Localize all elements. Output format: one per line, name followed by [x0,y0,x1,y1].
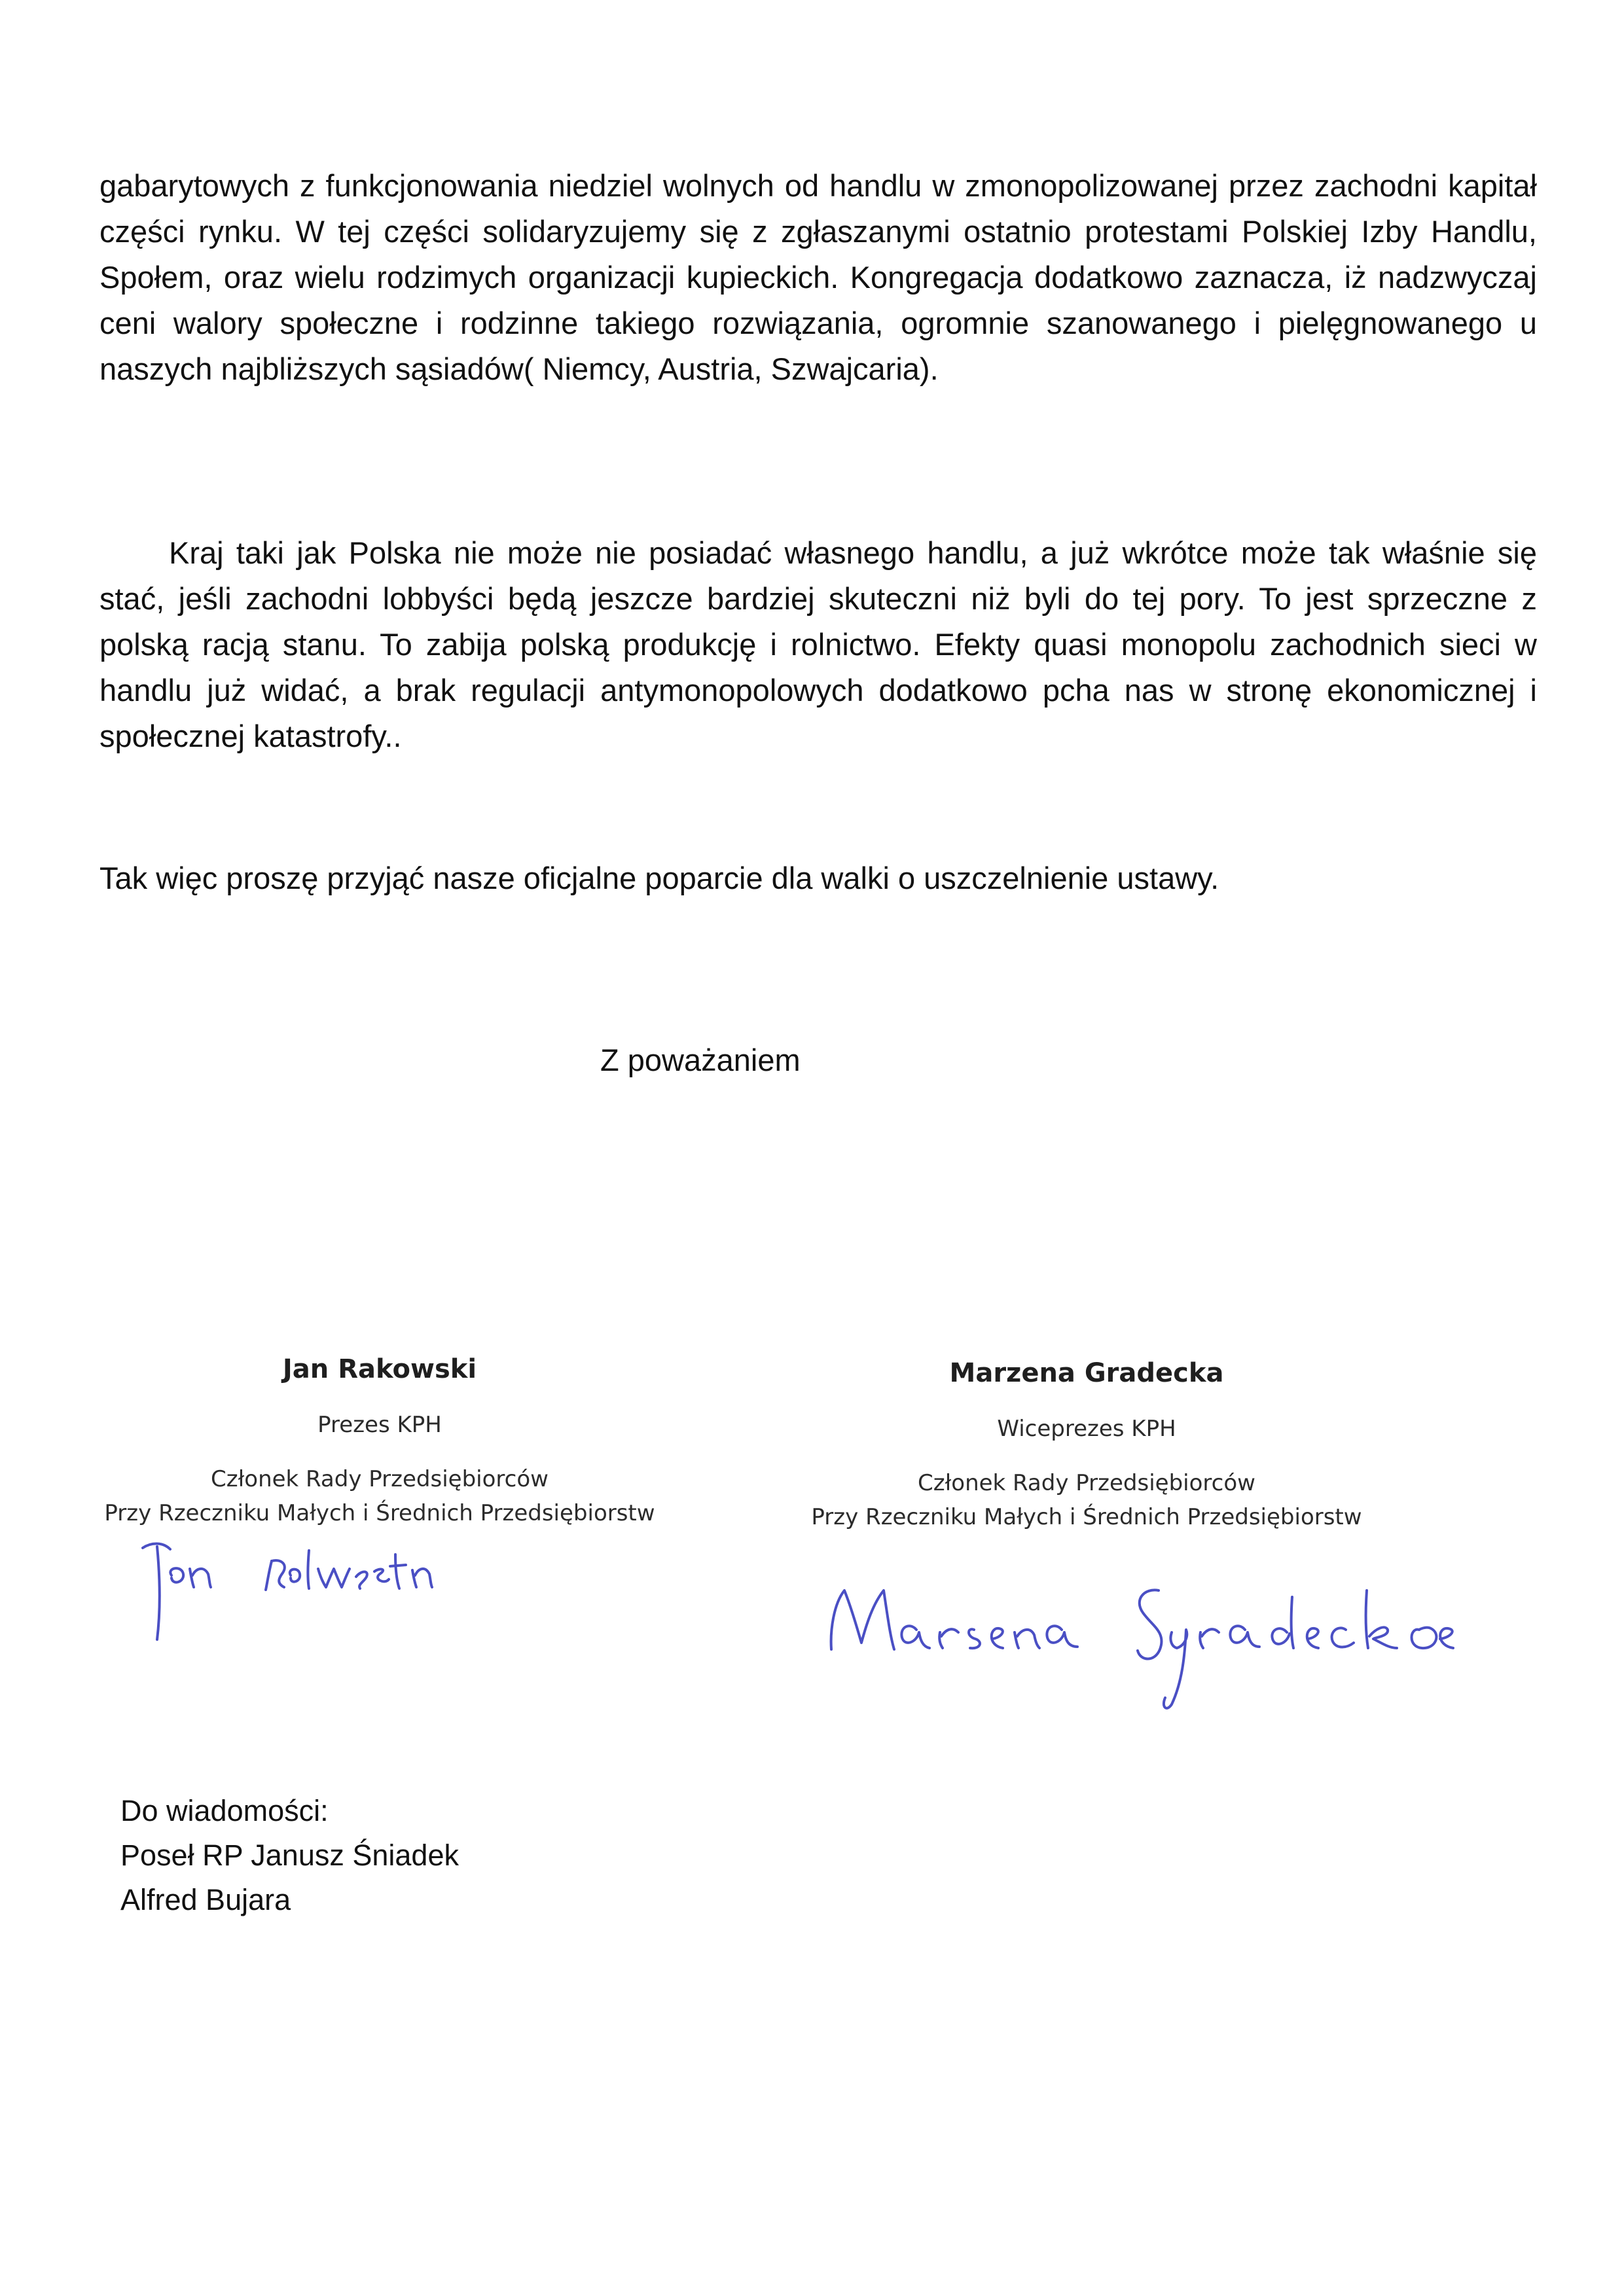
body-paragraph-3: Tak więc proszę przyjąć nasze oficjalne poparcie dla walki o uszczelnienie ustawy. [99,861,1219,895]
closing-salutation: Z poważaniem [600,1043,801,1077]
handwritten-signature-right [818,1564,1525,1728]
signatory-role: Wiceprezes KPH [997,1416,1176,1442]
signatory-office: Przy Rzeczniku Małych i Średnich Przedsiębiorstw [811,1504,1362,1530]
signatory-name: Jan Rakowski [282,1354,477,1384]
cc-label: Do wiadomości: [120,1794,329,1827]
signatory-block-right [772,1354,1401,1534]
signatory-membership: Członek Rady Przedsiębiorców [918,1470,1255,1496]
cc-recipient: Poseł RP Janusz Śniadek [120,1839,459,1872]
cc-section [120,1789,459,1922]
body-paragraph-2: Kraj taki jak Polska nie może nie posiadać własnego handlu, a już wkrótce może tak właśnie się stać, jeśli zachodni lobbyści będą jeszcze bardziej skuteczni niż byli do tej pory. To jest sprzeczne z polską racją stanu. To zabija polską produkcję i rolnictwo. Efekty quasi monopolu zachodnich sieci w handlu już widać, a brak regulacji antymonopolowych dodatkowo pcha nas w stronę ekonomicznej i społecznej katastrofy.. [99,535,1537,753]
signatory-role: Prezes KPH [317,1412,442,1438]
signatory-membership: Członek Rady Przedsiębiorców [211,1466,549,1492]
signatory-block-left [65,1350,694,1530]
cc-recipient: Alfred Bujara [120,1883,291,1916]
body-paragraph-1: gabarytowych z funkcjonowania niedziel wolnych od handlu w zmonopolizowanej przez zachodni kapitał części rynku. W tej części solidaryzujemy się z zgłaszanymi ostatnio protestami Polskiej Izby Handlu, Społem, oraz wielu rodzimych organizacji kupieckich. Kongregacja dodatkowo zaznacza, iż nadzwyczaj ceni walory społeczne i rodzinne takiego rozwiązania, ogromnie szanowanego i pielęgnowanego u naszych najbliższych sąsiadów( Niemcy, Austria, Szwajcaria). [99,168,1537,386]
signatory-name: Marzena Gradecka [949,1358,1224,1388]
handwritten-signature-left [131,1535,471,1653]
signatory-office: Przy Rzeczniku Małych i Średnich Przedsiębiorstw [104,1500,655,1526]
